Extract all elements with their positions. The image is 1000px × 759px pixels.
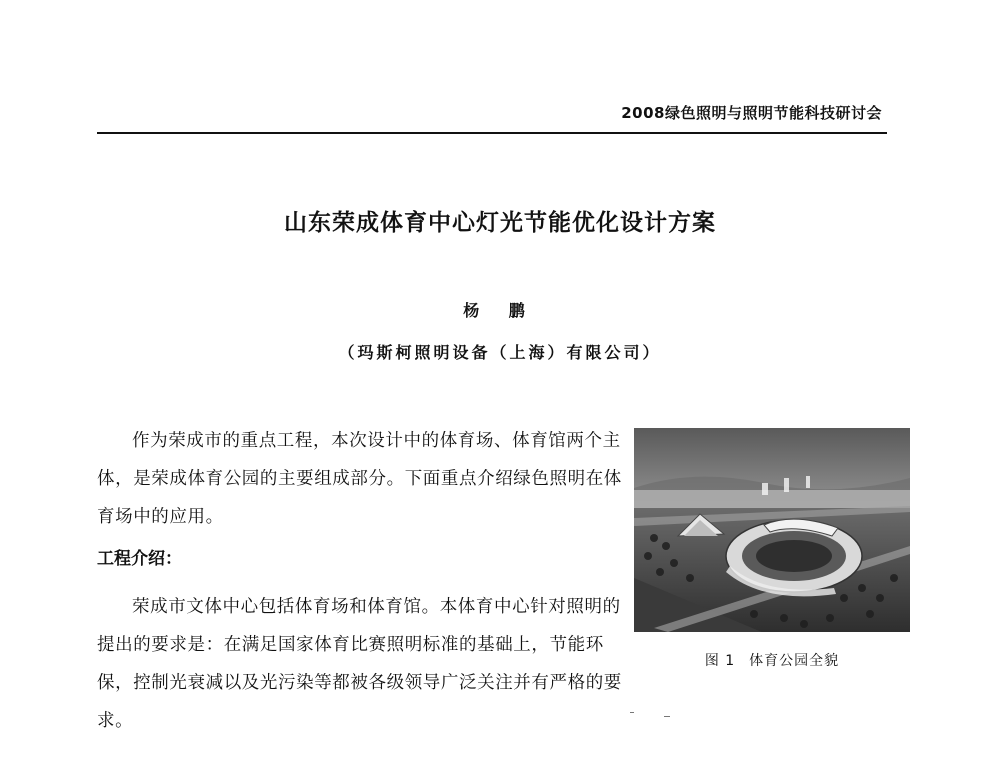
- paragraph-text: 荣成市文体中心包括体育场和体育馆。本体育中心针对照明的提出的要求是：在满足国家体育比赛照明标准的基础上，节能环保，控制光衰减以及光污染等都被各级领导广泛关注并有严格的要求。: [97, 597, 622, 731]
- paragraph-text: 作为荣成市的重点工程，本次设计中的体育场、体育馆两个主体，是荣成体育公园的主要组成部分。下面重点介绍绿色照明在体育场中的应用。: [97, 431, 622, 527]
- body-paragraph-1: [97, 422, 627, 536]
- scan-speck: [664, 716, 670, 717]
- figure-number: 图 1: [704, 653, 736, 669]
- figure-caption: [634, 650, 910, 670]
- scan-speck: [630, 712, 634, 713]
- header-rule: [97, 132, 887, 134]
- figure-caption-text: 体育公园全貌: [749, 653, 840, 669]
- paper-title: 山东荣成体育中心灯光节能优化设计方案: [284, 210, 716, 236]
- author-name: 杨 鹏: [463, 301, 537, 320]
- stadium-aerial-image: [634, 428, 910, 632]
- section-heading: 工程介绍：: [97, 549, 182, 569]
- body-paragraph-2: [97, 588, 627, 740]
- author-affiliation: （玛斯柯照明设备（上海）有限公司）: [338, 343, 662, 362]
- running-header: 2008绿色照明与照明节能科技研讨会: [621, 104, 882, 122]
- figure-stadium-aerial-photo: [634, 428, 910, 632]
